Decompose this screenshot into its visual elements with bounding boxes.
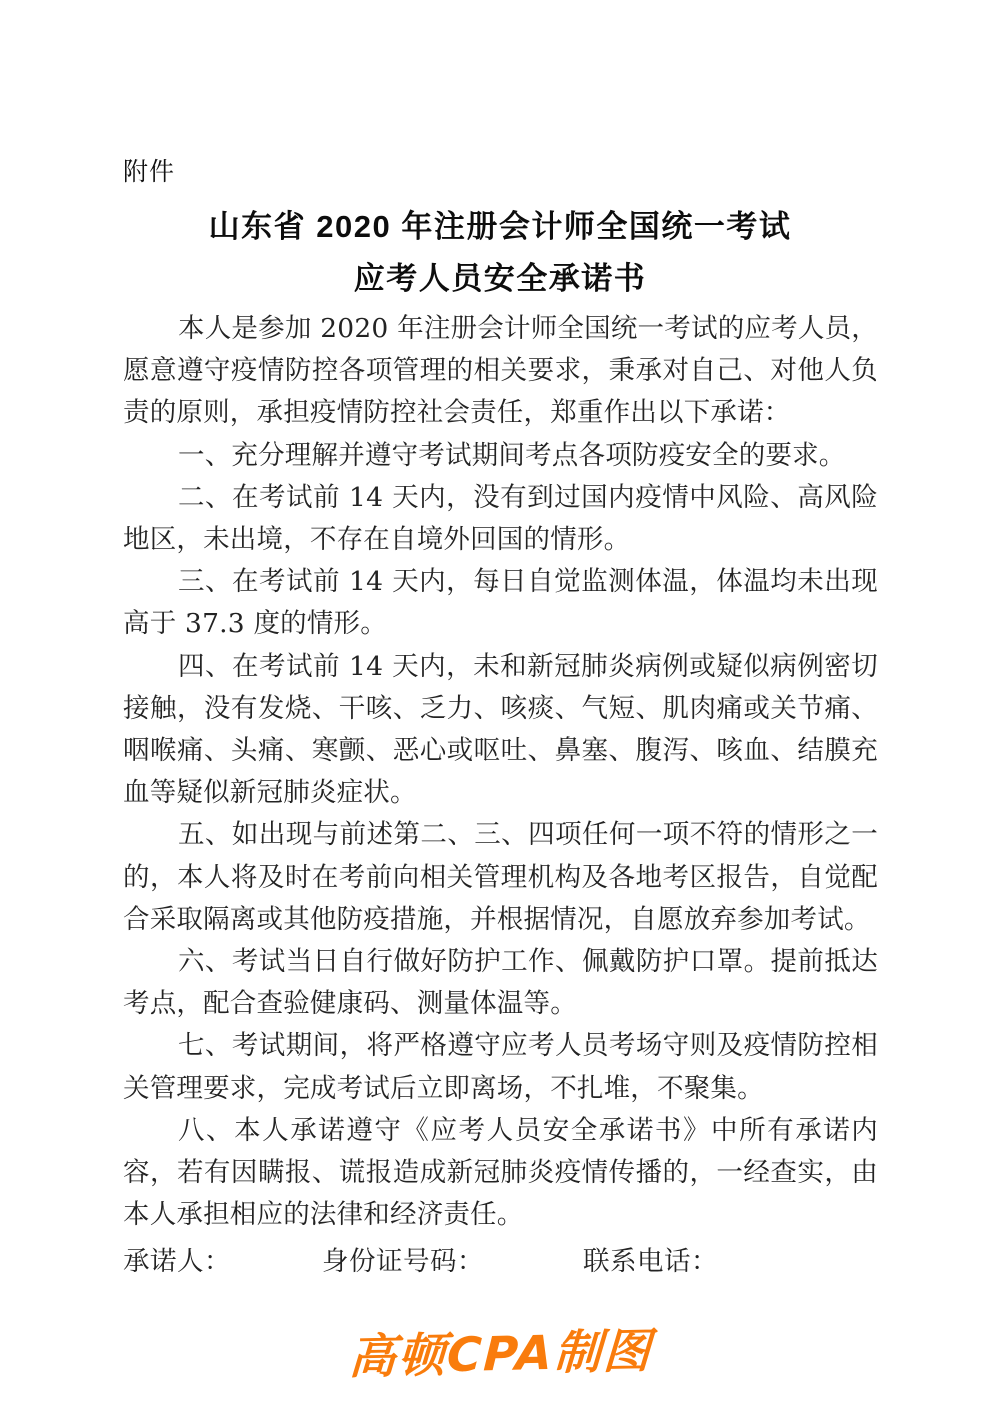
- body-paragraph-item-7: 七、考试期间，将严格遵守应考人员考场守则及疫情防控相关管理要求，完成考试后立即离场，不扎堆，不聚集。: [123, 1030, 878, 1104]
- watermark-text: 高顿CPA制图: [346, 1323, 654, 1386]
- body-paragraph-item-1: 一、充分理解并遵守考试期间考点各项防疫安全的要求。: [178, 439, 846, 471]
- watermark: [0, 1323, 1000, 1386]
- body-paragraph-item-3: 三、在考试前 14 天内，每日自觉监测体温，体温均未出现高于 37.3 度的情形。: [123, 566, 878, 640]
- attachment-label: 附件: [123, 158, 176, 186]
- signature-label-id-number: 身份证号码：: [322, 1246, 484, 1277]
- body-paragraph-item-4: 四、在考试前 14 天内，未和新冠肺炎病例或疑似病例密切接触，没有发烧、干咳、乏力、咳痰、气短、肌肉痛或关节痛、咽喉痛、头痛、寒颤、恶心或呕吐、鼻塞、腹泻、咳血、结膜充血等疑似新冠肺炎症状。: [123, 650, 878, 809]
- body-paragraph-item-5: 五、如出现与前述第二、三、四项任何一项不符的情形之一的，本人将及时在考前向相关管理机构及各地考区报告，自觉配合采取隔离或其他防疫措施，并根据情况，自愿放弃参加考试。: [123, 819, 878, 935]
- signature-label-signer: 承诺人：: [123, 1246, 231, 1277]
- signature-row: [123, 1243, 883, 1283]
- body-paragraph-item-2: 二、在考试前 14 天内，没有到过国内疫情中风险、高风险地区，未出境，不存在自境外回国的情形。: [123, 481, 878, 556]
- signature-label-phone: 联系电话：: [583, 1246, 718, 1277]
- document-title-line-2: 应考人员安全承诺书: [353, 261, 647, 296]
- document-body: [123, 308, 878, 1236]
- body-paragraph-item-8: 八、本人承诺遵守《应考人员安全承诺书》中所有承诺内容，若有因瞒报、谎报造成新冠肺炎疫情传播的，一经查实，由本人承担相应的法律和经济责任。: [123, 1114, 878, 1231]
- document-title-line-1: 山东省 2020 年注册会计师全国统一考试: [208, 209, 792, 244]
- body-paragraph-intro: 本人是参加 2020 年注册会计师全国统一考试的应考人员，愿意遵守疫情防控各项管理的相关要求，秉承对自己、对他人负责的原则，承担疫情防控社会责任，郑重作出以下承诺：: [123, 313, 878, 429]
- body-paragraph-item-6: 六、考试当日自行做好防护工作、佩戴防护口罩。提前抵达考点，配合查验健康码、测量体温等。: [123, 946, 878, 1020]
